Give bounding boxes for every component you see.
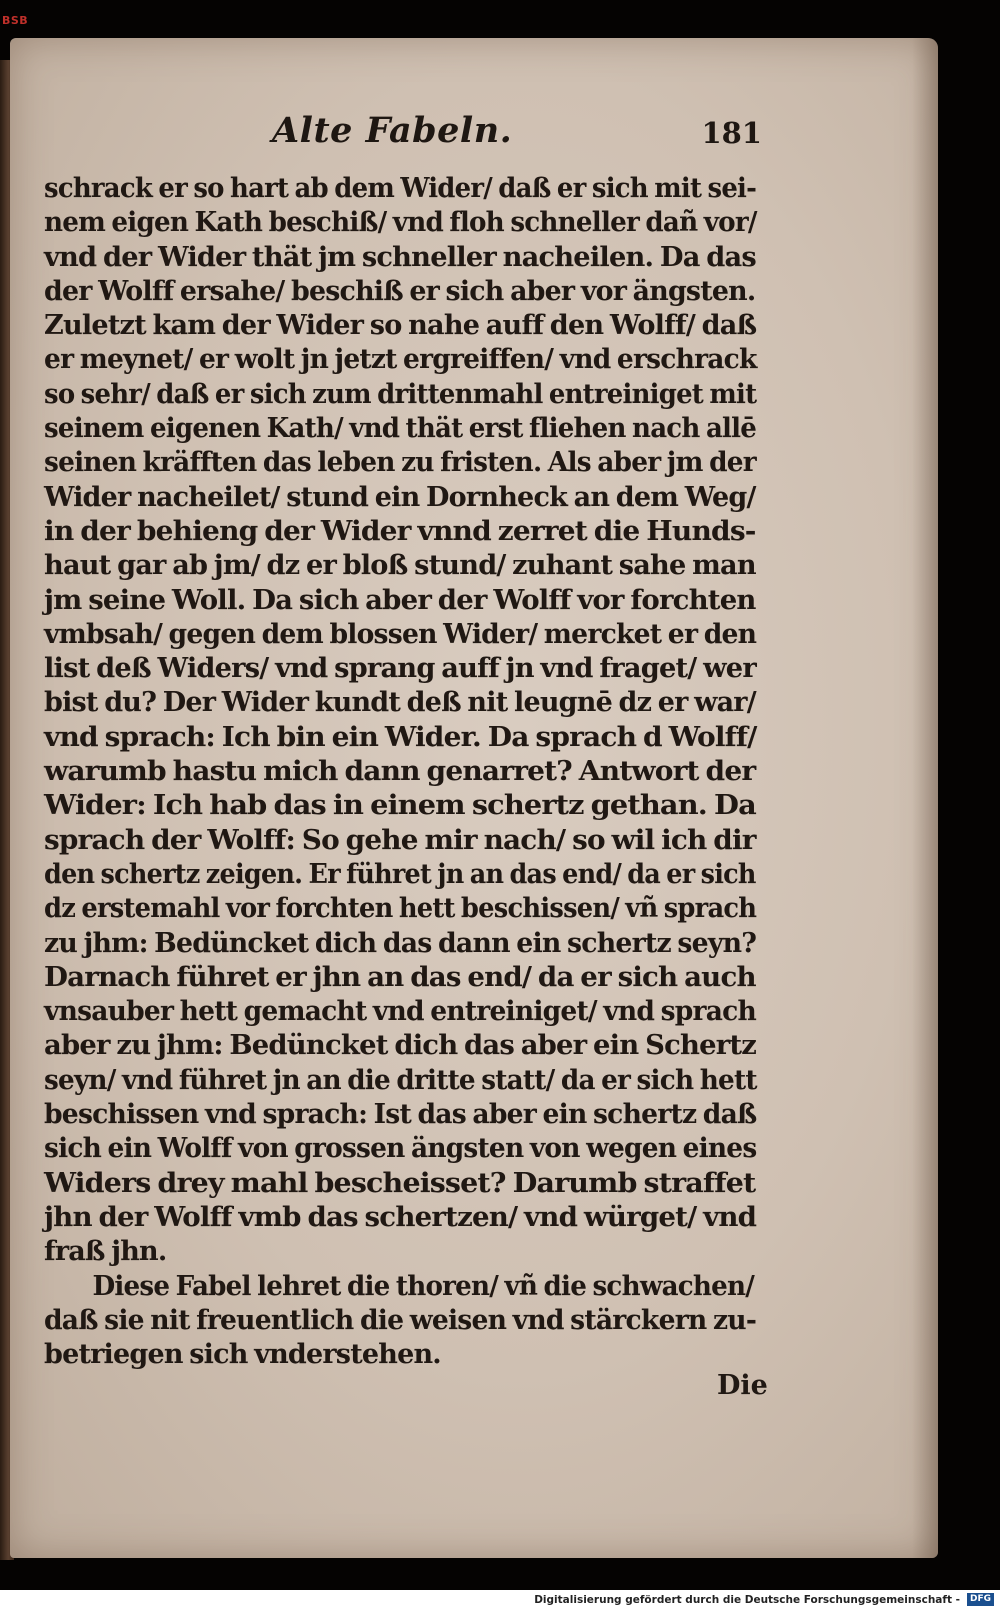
- text-line: schrack er so hart ab dem Wider/ daß er sich mit sei-: [44, 173, 757, 204]
- text-line: warumb hastu mich dann genarret? Antwort der: [44, 756, 756, 788]
- text-line: Wider: Ich hab das in einem schertz gethan. Da: [44, 790, 756, 822]
- text-line: den schertz zeigen. Er führet jn an das end/ da er sich: [44, 858, 756, 890]
- footer-bar: [0, 1590, 1000, 1611]
- text-line: so sehr/ daß er sich zum drittenmahl entreiniget mit: [44, 378, 757, 410]
- text-line: seyn/ vnd führet jn an die dritte statt/ da er sich hett: [44, 1064, 757, 1096]
- text-line: der Wolff ersahe/ beschiß er sich aber vor ängsten.: [44, 275, 756, 307]
- text-line: seinem eigenen Kath/ vnd thät erst fliehen nach allē: [44, 413, 757, 445]
- text-line: seinen kräfften das leben zu fristen. Als aber jm der: [44, 447, 756, 479]
- text-line: fraß jhn.: [44, 1236, 167, 1268]
- book-page: [10, 38, 938, 1558]
- text-line: vnd der Wider thät jm schneller nacheilen. Da das: [44, 241, 756, 273]
- text-line: jhn der Wolff vmb das schertzen/ vnd würget/ vnd: [44, 1201, 757, 1233]
- library-mark: BSB: [2, 14, 29, 27]
- text-line: daß sie nit freuentlich die weisen vnd stärckern zu-: [44, 1304, 757, 1336]
- text-line: vmbsah/ gegen dem blossen Wider/ mercket er den: [44, 618, 757, 650]
- dfg-logo: DFG: [967, 1593, 994, 1606]
- catchword: Die: [717, 1370, 768, 1401]
- text-line: haut gar ab jm/ dz er bloß stund/ zuhant sahe man: [44, 550, 756, 582]
- text-line: Wider nacheilet/ stund ein Dornheck an dem Weg/: [44, 481, 756, 513]
- text-line: er meynet/ er wolt jn jetzt ergreiffen/ vnd erschrack: [44, 344, 757, 376]
- text-line: dz erstemahl vor forchten hett beschissen/ vñ sprach: [44, 893, 757, 925]
- text-line: list deß Widers/ vnd sprang auff jn vnd fraget/ wer: [44, 653, 756, 685]
- body-text: [44, 172, 774, 1372]
- text-line: zu jhm: Bedüncket dich das dann ein schertz seyn?: [44, 927, 757, 959]
- text-line: betriegen sich vnderstehen.: [44, 1339, 441, 1371]
- text-line: sprach der Wolff: So gehe mir nach/ so wil ich dir: [44, 824, 756, 856]
- text-line: Zuletzt kam der Wider so nahe auff den Wolff/ daß: [44, 310, 757, 342]
- text-line: sich ein Wolff von grossen ängsten von wegen eines: [44, 1133, 757, 1165]
- text-line: nem eigen Kath beschiß/ vnd floh schneller dañ vor/: [44, 207, 757, 239]
- text-line: Diese Fabel lehret die thoren/ vñ die schwachen/: [92, 1270, 755, 1302]
- page-number: 181: [701, 116, 762, 150]
- text-line: Widers drey mahl bescheisset? Darumb straffet: [44, 1167, 756, 1199]
- text-line: jm seine Woll. Da sich aber der Wolff vor forchten: [44, 584, 756, 616]
- footer-credit: Digitalisierung gefördert durch die Deutsche Forschungsgemeinschaft -: [534, 1594, 960, 1606]
- running-head: Alte Fabeln.: [272, 110, 513, 151]
- text-line: vnsauber hett gemacht vnd entreiniget/ vnd sprach: [44, 996, 756, 1028]
- page-edge-shadow: [912, 38, 938, 1558]
- text-line: aber zu jhm: Bedüncket dich das aber ein Schertz: [44, 1030, 757, 1062]
- text-line: bist du? Der Wider kundt deß nit leugnē dz er war/: [44, 687, 756, 719]
- text-line: in der behieng der Wider vnnd zerret die Hunds-: [44, 515, 756, 547]
- text-line: beschissen vnd sprach: Ist das aber ein schertz daß: [44, 1099, 757, 1131]
- text-line: Darnach führet er jhn an das end/ da er sich auch: [44, 961, 756, 993]
- text-line: vnd sprach: Ich bin ein Wider. Da sprach d Wolff/: [44, 721, 757, 753]
